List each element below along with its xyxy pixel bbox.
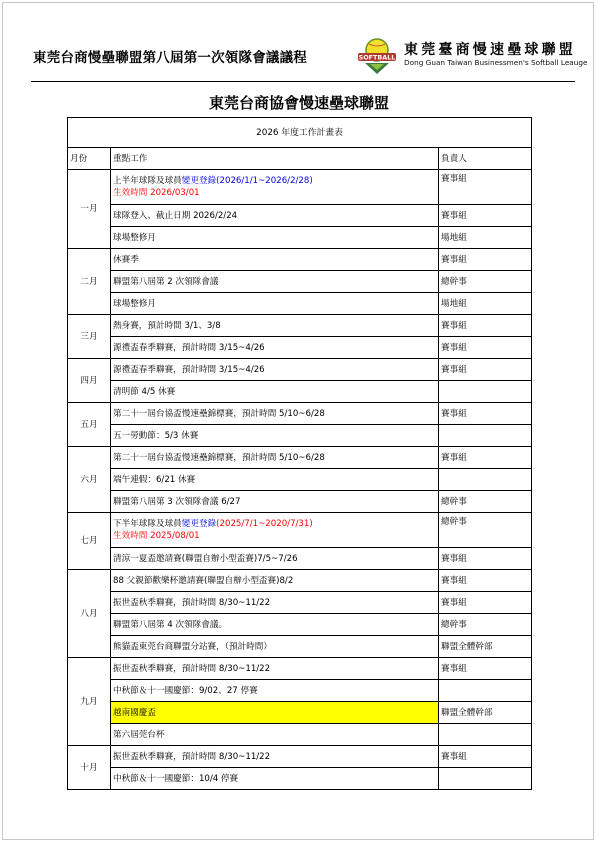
month-cell: 五月: [68, 403, 111, 447]
table-row: [68, 491, 532, 513]
softball-league-logo: [355, 36, 399, 76]
owner-cell: 賽事組: [439, 403, 532, 425]
month-cell: 十月: [68, 746, 111, 790]
table-row: [68, 614, 532, 636]
task-cell: 振世盃秋季聯賽，預計時間 8/30~11/22: [111, 592, 439, 614]
table-row: [68, 570, 532, 592]
month-cell: 九月: [68, 658, 111, 746]
table-row: [68, 249, 532, 271]
owner-cell: 聯盟全體幹部: [439, 636, 532, 658]
task-cell: 第六屆莞台杯: [111, 724, 439, 746]
owner-cell: 賽事組: [439, 205, 532, 227]
work-plan-table: [67, 117, 532, 790]
task-cell: 上半年球隊及球員變更登錄(2026/1/1~2026/2/28) 生效時間 2026/03/01: [111, 170, 439, 205]
table-row: [68, 359, 532, 381]
table-row: [68, 381, 532, 403]
table-row: [68, 227, 532, 249]
document-title: 東莞台商慢壘聯盟第八屆第一次領隊會議議程: [33, 50, 307, 66]
owner-cell: 場地組: [439, 293, 532, 315]
owner-cell: 賽事組: [439, 337, 532, 359]
table-row: [68, 746, 532, 768]
owner-cell: 賽事組: [439, 170, 532, 205]
table-row: [68, 271, 532, 293]
task-cell: 中秋節＆十一國慶節：9/02、27 停賽: [111, 680, 439, 702]
table-row: [68, 548, 532, 570]
owner-cell: [439, 724, 532, 746]
task-cell: 清涼一夏盃邀請賽(聯盟自辦小型盃賽)7/5~7/26: [111, 548, 439, 570]
task-cell: 球場整修月: [111, 293, 439, 315]
table-row: [68, 592, 532, 614]
task-cell: 88 父親節歡樂杯邀請賽(聯盟自辦小型盃賽)8/2: [111, 570, 439, 592]
owner-cell: 聯盟全體幹部: [439, 702, 532, 724]
owner-cell: 賽事組: [439, 592, 532, 614]
owner-cell: 賽事組: [439, 447, 532, 469]
task-cell: 熱身賽，預計時間 3/1、3/8: [111, 315, 439, 337]
task-cell: 聯盟第八屆第 4 次領隊會議。: [111, 614, 439, 636]
owner-cell: 總幹事: [439, 614, 532, 636]
table-row: [68, 513, 532, 548]
owner-cell: [439, 680, 532, 702]
table-row: [68, 768, 532, 790]
table-caption-row: [68, 118, 532, 148]
task-cell: 第二十一屆台協盃慢速壘錦標賽，預計時間 5/10~6/28: [111, 447, 439, 469]
table-row: [68, 205, 532, 227]
owner-cell: 總幹事: [439, 513, 532, 548]
month-cell: 四月: [68, 359, 111, 403]
task-cell: 第二十一屆台協盃慢速壘錦標賽，預計時間 5/10~6/28: [111, 403, 439, 425]
table-row: [68, 658, 532, 680]
task-cell: 端午連假：6/21 休賽: [111, 469, 439, 491]
table-caption: 2026 年度工作計畫表: [68, 118, 532, 148]
column-header-task: 重點工作: [111, 148, 439, 170]
owner-cell: 賽事組: [439, 249, 532, 271]
table-row: [68, 425, 532, 447]
owner-cell: 賽事組: [439, 570, 532, 592]
owner-cell: [439, 381, 532, 403]
table-row: [68, 724, 532, 746]
table-row: [68, 403, 532, 425]
owner-cell: 賽事組: [439, 315, 532, 337]
month-cell: 一月: [68, 170, 111, 249]
task-cell: 球隊登入、截止日期 2026/2/24: [111, 205, 439, 227]
task-cell: 下半年球隊及球員變更登錄(2025/7/1~2020/7/31) 生效時間 2025/08/01: [111, 513, 439, 548]
table-row: [68, 447, 532, 469]
task-cell: 聯盟第八屆第 2 次領隊會議: [111, 271, 439, 293]
table-row: [68, 680, 532, 702]
month-cell: 二月: [68, 249, 111, 315]
month-cell: 三月: [68, 315, 111, 359]
owner-cell: 賽事組: [439, 359, 532, 381]
owner-cell: [439, 469, 532, 491]
header-divider: [31, 81, 575, 82]
owner-cell: 總幹事: [439, 491, 532, 513]
task-cell: 休賽季: [111, 249, 439, 271]
owner-cell: 場地組: [439, 227, 532, 249]
table-row: [68, 337, 532, 359]
table-row: [68, 170, 532, 205]
logo-text: SOFTBALL: [358, 53, 396, 62]
task-cell: 熊貓盃東莞台商聯盟分站賽，（預計時間）: [111, 636, 439, 658]
month-cell: 八月: [68, 570, 111, 658]
task-cell: 五一勞動節：5/3 休賽: [111, 425, 439, 447]
owner-cell: 總幹事: [439, 271, 532, 293]
task-cell: 振世盃秋季聯賽，預計時間 8/30~11/22: [111, 746, 439, 768]
month-cell: 七月: [68, 513, 111, 570]
owner-cell: 賽事組: [439, 658, 532, 680]
owner-cell: [439, 768, 532, 790]
column-header-month: 月份: [68, 148, 111, 170]
league-name-chinese: 東莞臺商慢速壘球聯盟: [404, 42, 576, 58]
column-header-owner: 負責人: [439, 148, 532, 170]
task-cell: 中秋節＆十一國慶節：10/4 停賽: [111, 768, 439, 790]
task-cell: 聯盟第八屆第 3 次領隊會議 6/27: [111, 491, 439, 513]
task-cell: 球場整修月: [111, 227, 439, 249]
task-cell: 振世盃秋季聯賽，預計時間 8/30~11/22: [111, 658, 439, 680]
table-row: [68, 469, 532, 491]
table-header-row: [68, 148, 532, 170]
month-cell: 六月: [68, 447, 111, 513]
owner-cell: 賽事組: [439, 548, 532, 570]
league-name-english: Dong Guan Taiwan Businessmen's Softball Leauge: [404, 58, 588, 67]
task-cell: 清明節 4/5 休賽: [111, 381, 439, 403]
owner-cell: 賽事組: [439, 746, 532, 768]
owner-cell: [439, 425, 532, 447]
task-cell: 源禮盃春季聯賽，預計時間 3/15~4/26: [111, 359, 439, 381]
table-row: [68, 702, 532, 724]
task-cell: 源禮盃春季聯賽，預計時間 3/15~4/26: [111, 337, 439, 359]
task-cell-highlighted: 越南國慶盃: [111, 702, 439, 724]
organization-title: 東莞台商協會慢速壘球聯盟: [208, 94, 389, 112]
table-row: [68, 293, 532, 315]
table-row: [68, 315, 532, 337]
table-row: [68, 636, 532, 658]
